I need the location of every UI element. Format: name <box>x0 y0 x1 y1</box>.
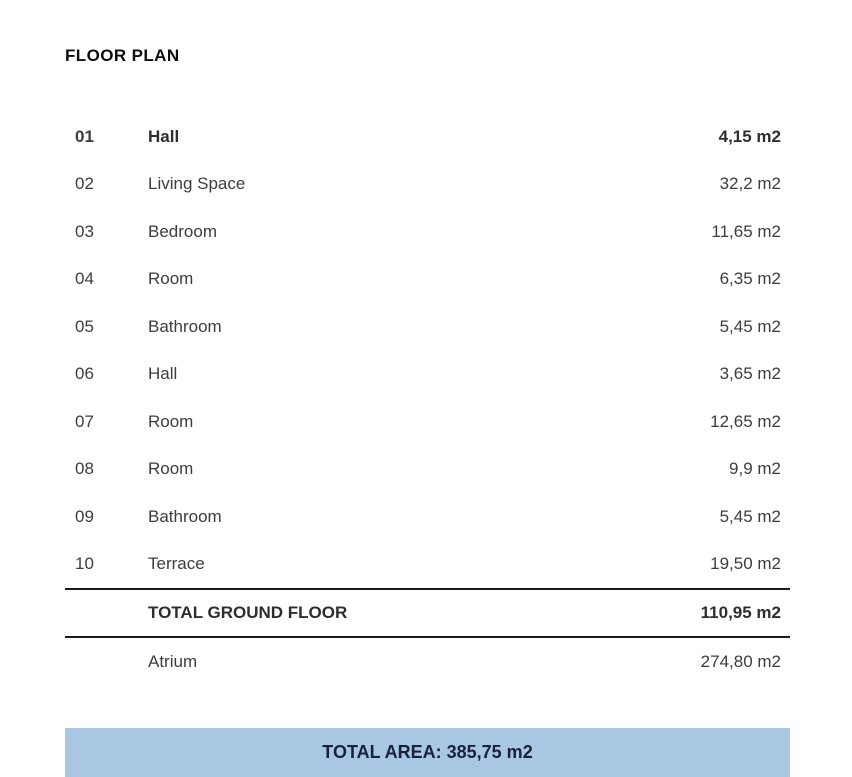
total-ground-floor-area: 110,95 m2 <box>700 603 781 622</box>
room-area: 4,15 m2 <box>718 126 781 146</box>
room-label: Bedroom <box>148 221 217 241</box>
table-row <box>65 303 790 351</box>
room-number: 08 <box>75 459 94 479</box>
table-row <box>65 398 790 446</box>
table-row <box>65 446 790 494</box>
atrium-row <box>65 638 790 685</box>
room-label: Hall <box>148 126 180 146</box>
room-area: 5,45 m2 <box>719 506 781 526</box>
room-label: Living Space <box>148 174 246 194</box>
total-area-bar <box>65 728 790 777</box>
room-area: 6,35 m2 <box>719 269 781 289</box>
table-row <box>65 208 790 256</box>
room-label: Hall <box>148 364 178 384</box>
room-label: Bathroom <box>148 316 222 336</box>
table-row <box>65 351 790 399</box>
room-label: Room <box>148 411 194 431</box>
room-label: Room <box>148 459 194 479</box>
room-area: 32,2 m2 <box>719 174 781 194</box>
total-ground-floor-row <box>65 590 790 636</box>
room-label: Terrace <box>148 554 205 574</box>
table-row <box>65 493 790 541</box>
table-row <box>65 161 790 209</box>
page-title: FLOOR PLAN <box>65 46 180 65</box>
floor-plan-table <box>65 0 790 685</box>
table-row <box>65 113 790 161</box>
room-area: 19,50 m2 <box>710 554 781 574</box>
room-number: 10 <box>75 554 94 574</box>
room-area: 9,9 m2 <box>729 459 781 479</box>
room-number: 09 <box>75 506 94 526</box>
table-row <box>65 256 790 304</box>
room-area: 11,65 m2 <box>711 221 781 241</box>
room-label: Bathroom <box>148 506 222 526</box>
total-area-text: TOTAL AREA: 385,75 m2 <box>322 742 533 762</box>
atrium-area: 274,80 m2 <box>700 651 781 671</box>
atrium-label: Atrium <box>148 651 198 671</box>
room-area: 12,65 m2 <box>710 411 781 431</box>
total-ground-floor-label: TOTAL GROUND FLOOR <box>148 603 348 622</box>
room-number: 01 <box>75 126 94 146</box>
table-row <box>65 541 790 589</box>
room-number: 07 <box>75 411 94 431</box>
room-number: 05 <box>75 316 94 336</box>
room-number: 06 <box>75 364 94 384</box>
room-number: 04 <box>75 269 94 289</box>
room-number: 02 <box>75 174 94 194</box>
room-number: 03 <box>75 221 94 241</box>
room-area: 5,45 m2 <box>719 316 781 336</box>
room-area: 3,65 m2 <box>719 364 781 384</box>
room-list <box>65 113 790 588</box>
room-label: Room <box>148 269 194 289</box>
